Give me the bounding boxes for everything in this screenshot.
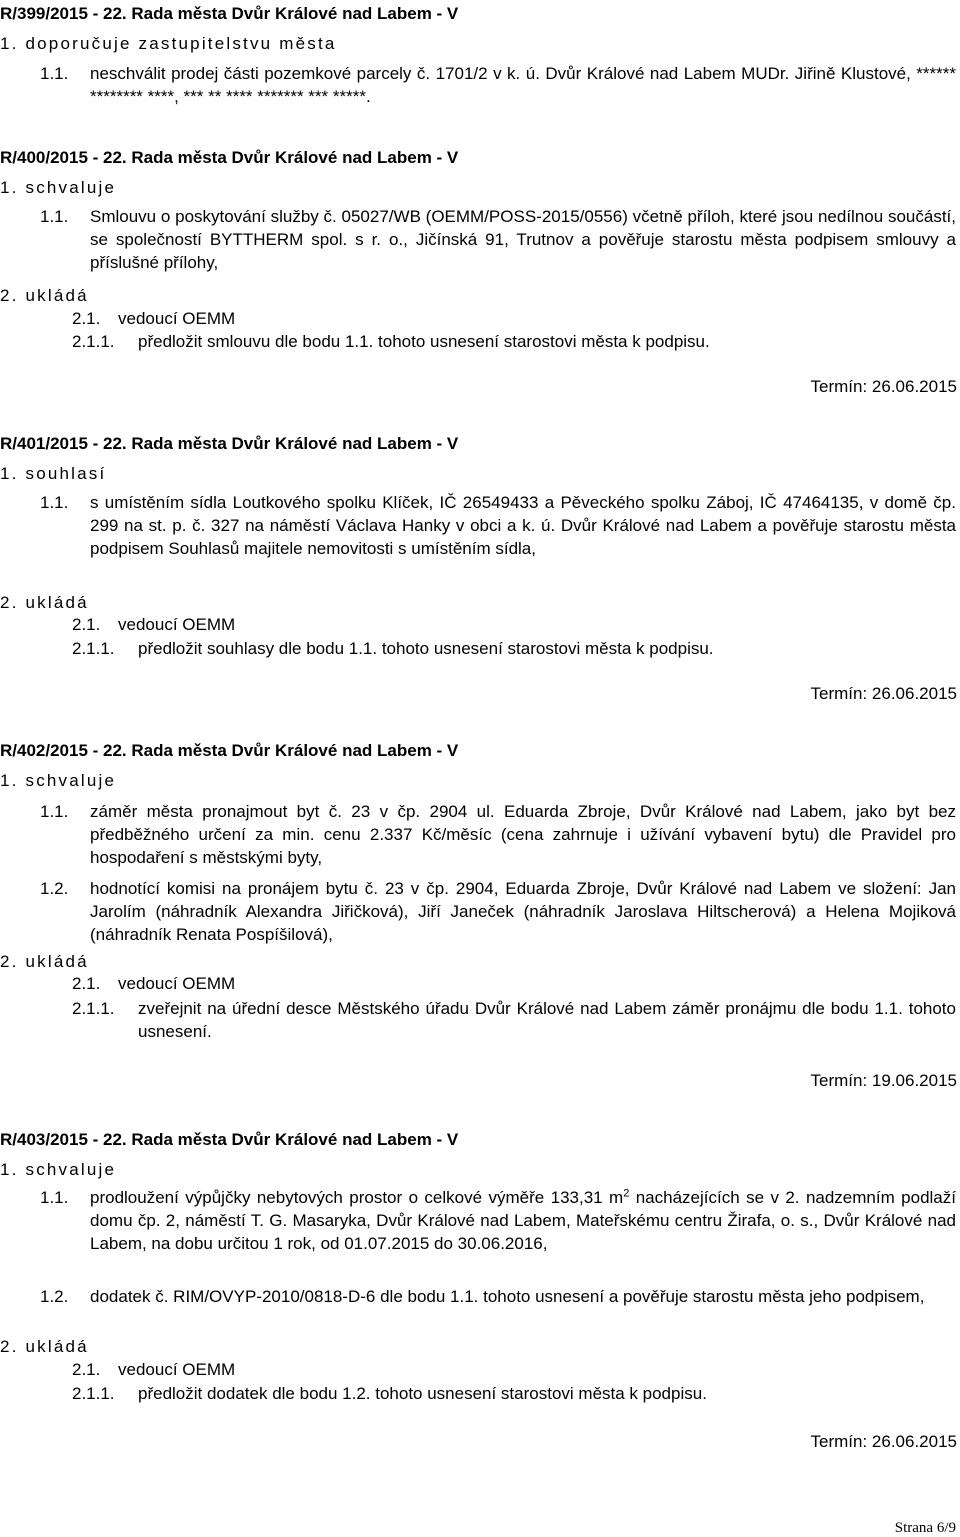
resolution-heading: R/403/2015 - 22. Rada města Dvůr Králové nad Labem - V	[0, 1130, 459, 1149]
task-text: předložit souhlasy dle bodu 1.1. tohoto usnesení starostovi města k podpisu.	[138, 639, 714, 658]
superscript: 2	[623, 1187, 630, 1200]
item-text: s umístěním sídla Loutkového spolku Klíček, IČ 26549433 a Pěveckého spolku Záboj, IČ 47464135, v domě čp. 299 na st. p. č. 327 na náměstí Václava Hanky v obci a k. ú. Dvůr Králové nad Labem a pověřuje starostu města podpisem Souhlasů majitele nemovitosti s umístěním sídla,	[90, 493, 956, 558]
item-text: Smlouvu o poskytování služby č. 05027/WB (OEMM/POSS-2015/0556) včetně příloh, které jsou nedílnou součástí, se společností BYTTHERM spol. s r. o., Jičínská 91, Trutnov a pověřuje starostu města podpisem smlouvy a příslušné přílohy,	[90, 207, 956, 272]
resolution-verb: 1. schvaluje	[0, 178, 117, 197]
item-number: 1.2.	[40, 879, 69, 898]
page-number: Strana 6/9	[894, 1520, 956, 1536]
item-text	[90, 1186, 956, 1255]
assignee: vedoucí OEMM	[118, 1360, 236, 1379]
item-number: 1.1.	[40, 207, 69, 226]
resolution-verb: 2. ukládá	[0, 952, 89, 971]
task-text: předložit dodatek dle bodu 1.2. tohoto usnesení starostovi města k podpisu.	[138, 1384, 707, 1403]
task-number: 2.1.1.	[72, 999, 115, 1018]
deadline: Termín: 26.06.2015	[810, 1432, 957, 1451]
deadline: Termín: 26.06.2015	[810, 377, 957, 396]
deadline: Termín: 19.06.2015	[810, 1071, 957, 1090]
resolution-verb: 1. doporučuje zastupitelstvu města	[0, 34, 337, 53]
assignee-number: 2.1.	[72, 974, 101, 993]
task-number: 2.1.1.	[72, 1384, 115, 1403]
resolution-heading: R/401/2015 - 22. Rada města Dvůr Králové nad Labem - V	[0, 434, 459, 453]
item-number: 1.1.	[40, 493, 69, 512]
resolution-verb: 1. schvaluje	[0, 771, 117, 790]
resolution-heading: R/399/2015 - 22. Rada města Dvůr Králové nad Labem - V	[0, 4, 459, 23]
resolution-verb: 1. schvaluje	[0, 1160, 117, 1179]
task-text: zveřejnit na úřední desce Městského úřadu Dvůr Králové nad Labem záměr pronájmu dle bodu 1.1. tohoto usnesení.	[138, 999, 956, 1041]
item-text: dodatek č. RIM/OVYP-2010/0818-D-6 dle bodu 1.1. tohoto usnesení a pověřuje starostu města jeho podpisem,	[90, 1287, 925, 1306]
assignee-number: 2.1.	[72, 615, 101, 634]
item-number: 1.1.	[40, 1188, 69, 1207]
assignee-number: 2.1.	[72, 309, 101, 328]
resolution-verb: 2. ukládá	[0, 593, 89, 612]
assignee: vedoucí OEMM	[118, 615, 236, 634]
resolution-heading: R/402/2015 - 22. Rada města Dvůr Králové nad Labem - V	[0, 741, 459, 760]
item-text-part: nacházejících se v 2. nadzemním podlaží domu čp. 2, náměstí T. G. Masaryka, Dvůr Králové nad Labem, Mateřskému centru Žirafa, o. s., Dvůr Králové nad Labem, na dobu určitou 1 rok, od 01.07.2015 do 30.06.2016,	[90, 1188, 956, 1253]
assignee: vedoucí OEMM	[118, 309, 236, 328]
resolution-heading: R/400/2015 - 22. Rada města Dvůr Králové nad Labem - V	[0, 148, 459, 167]
item-number: 1.1.	[40, 64, 69, 83]
resolution-verb: 2. ukládá	[0, 1337, 89, 1356]
assignee: vedoucí OEMM	[118, 974, 236, 993]
task-number: 2.1.1.	[72, 332, 115, 351]
item-number: 1.1.	[40, 802, 69, 821]
item-text: záměr města pronajmout byt č. 23 v čp. 2904 ul. Eduarda Zbroje, Dvůr Králové nad Labem, jako byt bez předběžného určení za min. cenu 2.337 Kč/měsíc (cena zahrnuje i užívání vybavení bytu) dle Pravidel pro hospodaření s městskými byty,	[90, 802, 956, 867]
deadline: Termín: 26.06.2015	[810, 684, 957, 703]
task-number: 2.1.1.	[72, 639, 115, 658]
task-text: předložit smlouvu dle bodu 1.1. tohoto usnesení starostovi města k podpisu.	[138, 332, 710, 351]
item-text: neschválit prodej části pozemkové parcely č. 1701/2 v k. ú. Dvůr Králové nad Labem MUDr. Jiřině Klustové, ****** ******** ****, *** ** **** ******* *** *****.	[90, 64, 956, 106]
assignee-number: 2.1.	[72, 1360, 101, 1379]
item-text-part: prodloužení výpůjčky nebytových prostor o celkové výměře 133,31 m	[90, 1188, 624, 1207]
resolution-verb: 2. ukládá	[0, 286, 89, 305]
item-text: hodnotící komisi na pronájem bytu č. 23 v čp. 2904, Eduarda Zbroje, Dvůr Králové nad Labem ve složení: Jan Jarolím (náhradník Alexandra Jiřičková), Jiří Janeček (náhradník Jaroslava Hiltscherová) a Helena Mojiková (náhradník Renata Pospíšilová),	[90, 879, 956, 944]
resolution-verb: 1. souhlasí	[0, 464, 107, 483]
item-number: 1.2.	[40, 1287, 69, 1306]
